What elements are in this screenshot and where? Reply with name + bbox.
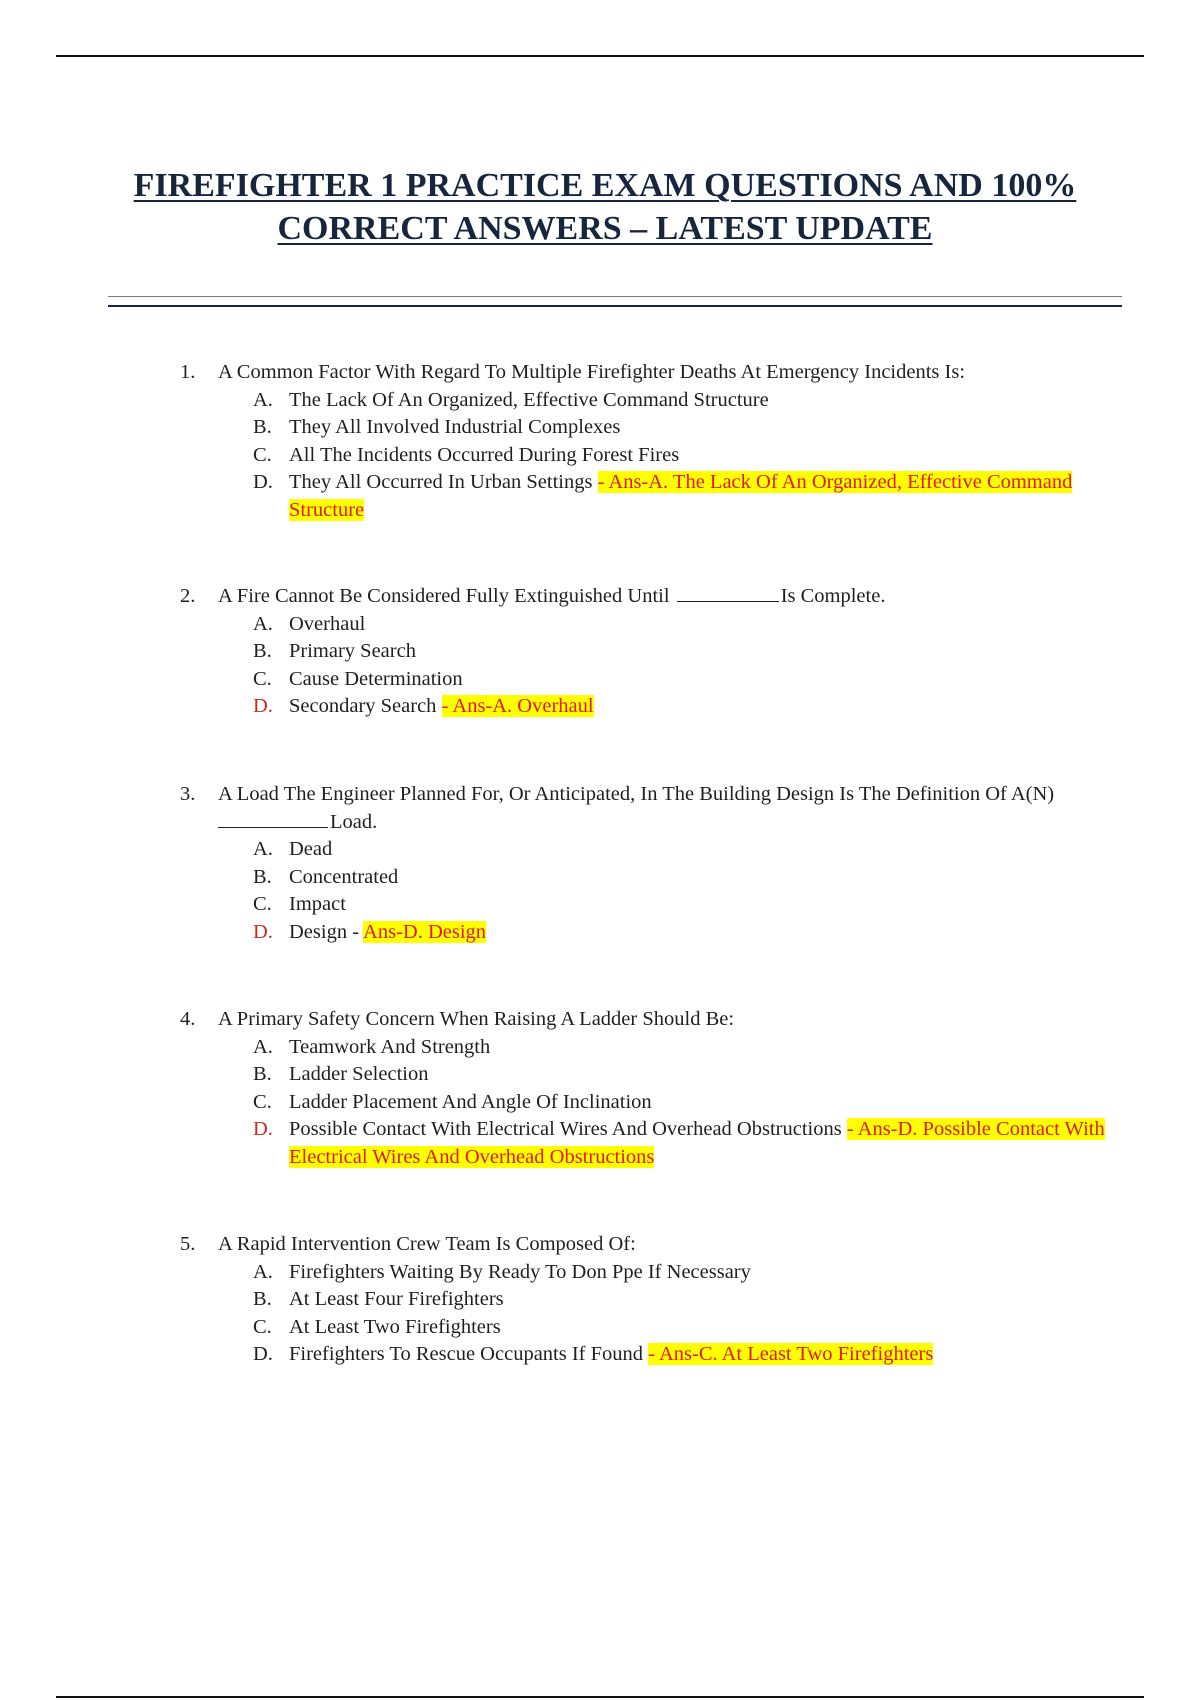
option-c [180, 1089, 1130, 1117]
question-number: 5. [180, 1233, 196, 1255]
option-letter: A. [253, 1035, 273, 1058]
option-letter: D. [253, 1118, 273, 1140]
question-stem [180, 1006, 1130, 1034]
option-list [180, 387, 1130, 525]
question-stem [180, 1231, 1130, 1259]
option-b [180, 864, 1130, 892]
option-text: Impact [289, 893, 346, 915]
title-line-1: FIREFIGHTER 1 PRACTICE EXAM QUESTIONS AND 100% [133, 167, 1077, 204]
question-4 [180, 1006, 1130, 1171]
option-text: At Least Two Firefighters [289, 1315, 501, 1338]
option-c [180, 666, 1130, 694]
option-text: Ladder Placement And Angle Of Inclination [289, 1090, 652, 1113]
option-a [180, 1034, 1130, 1062]
question-number: 3. [180, 783, 196, 805]
answer-highlight: - Ans-A. The Lack Of An Organized, Effective Command Structure [289, 471, 1073, 521]
option-list [180, 836, 1130, 946]
option-letter: B. [253, 416, 272, 438]
answer-highlight: - Ans-C. At Least Two Firefighters [648, 1343, 934, 1365]
option-d [180, 919, 1130, 947]
option-text: Firefighters Waiting By Ready To Don Ppe If Necessary [289, 1260, 751, 1283]
option-letter: C. [253, 1315, 272, 1338]
option-text: They All Involved Industrial Complexes [289, 416, 621, 438]
option-list [180, 611, 1130, 721]
option-text: Concentrated [289, 865, 399, 888]
option-letter: A. [253, 838, 273, 860]
option-text: Ladder Selection [289, 1063, 429, 1085]
question-text: A Common Factor With Regard To Multiple Firefighter Deaths At Emergency Incidents Is: [218, 361, 966, 383]
option-c [180, 1314, 1130, 1342]
question-stem [180, 781, 1130, 836]
question-stem [180, 359, 1130, 387]
answer-highlight: Ans-D. Design [363, 920, 487, 943]
option-d [180, 1341, 1130, 1369]
option-list [180, 1259, 1130, 1369]
option-letter: B. [253, 1063, 272, 1085]
question-text: A Rapid Intervention Crew Team Is Composed Of: [218, 1233, 636, 1255]
question-stem [180, 583, 1130, 611]
option-text: Design - [289, 920, 360, 943]
question-1 [180, 359, 1130, 524]
option-letter: B. [253, 1288, 272, 1310]
title-line-2: CORRECT ANSWERS – LATEST UPDATE [277, 210, 933, 247]
option-a [180, 836, 1130, 864]
option-b [180, 1061, 1130, 1089]
option-letter: D. [253, 471, 273, 493]
top-page-rule [56, 55, 1144, 57]
option-d [180, 693, 1130, 721]
question-5 [180, 1231, 1130, 1369]
option-text: Overhaul [289, 612, 366, 635]
option-letter: C. [253, 443, 272, 466]
option-a [180, 611, 1130, 639]
option-c [180, 891, 1130, 919]
option-text: Primary Search [289, 640, 416, 662]
option-b [180, 1286, 1130, 1314]
option-letter: C. [253, 667, 272, 690]
question-text-after-blank: Is Complete. [780, 585, 886, 607]
question-number: 2. [180, 585, 196, 607]
option-text: Firefighters To Rescue Occupants If Found [289, 1343, 644, 1365]
option-letter: A. [253, 1260, 273, 1283]
option-text: Dead [289, 838, 333, 860]
title-divider [108, 296, 1122, 307]
option-list [180, 1034, 1130, 1172]
fill-in-blank [218, 809, 328, 828]
fill-in-blank [677, 583, 779, 602]
option-text: At Least Four Firefighters [289, 1288, 504, 1310]
option-text: All The Incidents Occurred During Forest Fires [289, 443, 680, 466]
option-text: Teamwork And Strength [289, 1035, 491, 1058]
question-3 [180, 781, 1130, 946]
option-text: Cause Determination [289, 667, 463, 690]
option-d [180, 1116, 1130, 1171]
option-a [180, 387, 1130, 415]
option-a [180, 1259, 1130, 1287]
option-letter: D. [253, 1343, 273, 1365]
option-b [180, 414, 1130, 442]
option-letter: B. [253, 865, 272, 888]
document-title [100, 164, 1110, 250]
option-d [180, 469, 1130, 524]
question-text: A Primary Safety Concern When Raising A Ladder Should Be: [218, 1008, 735, 1030]
option-letter: D. [253, 695, 273, 717]
option-text: They All Occurred In Urban Settings [289, 471, 593, 493]
bottom-page-rule [56, 1696, 1144, 1698]
option-letter: A. [253, 388, 273, 411]
option-letter: C. [253, 1090, 272, 1113]
option-letter: A. [253, 612, 273, 635]
question-text-after-blank: Load. [330, 810, 378, 833]
question-number: 1. [180, 361, 196, 383]
answer-highlight: - Ans-A. Overhaul [441, 695, 594, 717]
question-text-before-blank: A Fire Cannot Be Considered Fully Extinguished Until [218, 585, 670, 607]
question-number: 4. [180, 1008, 196, 1030]
option-text: The Lack Of An Organized, Effective Command Structure [289, 388, 769, 411]
answer-highlight: - Ans-D. Possible Contact With Electrical Wires And Overhead Obstructions [289, 1118, 1105, 1168]
option-b [180, 638, 1130, 666]
option-letter: D. [253, 920, 273, 943]
option-text: Possible Contact With Electrical Wires And Overhead Obstructions [289, 1118, 842, 1140]
option-c [180, 442, 1130, 470]
question-2 [180, 583, 1130, 721]
question-text-before-blank: A Load The Engineer Planned For, Or Anticipated, In The Building Design Is The Definition Of A(N) [218, 783, 1055, 805]
option-letter: C. [253, 893, 272, 915]
option-text: Secondary Search [289, 695, 437, 717]
option-letter: B. [253, 640, 272, 662]
